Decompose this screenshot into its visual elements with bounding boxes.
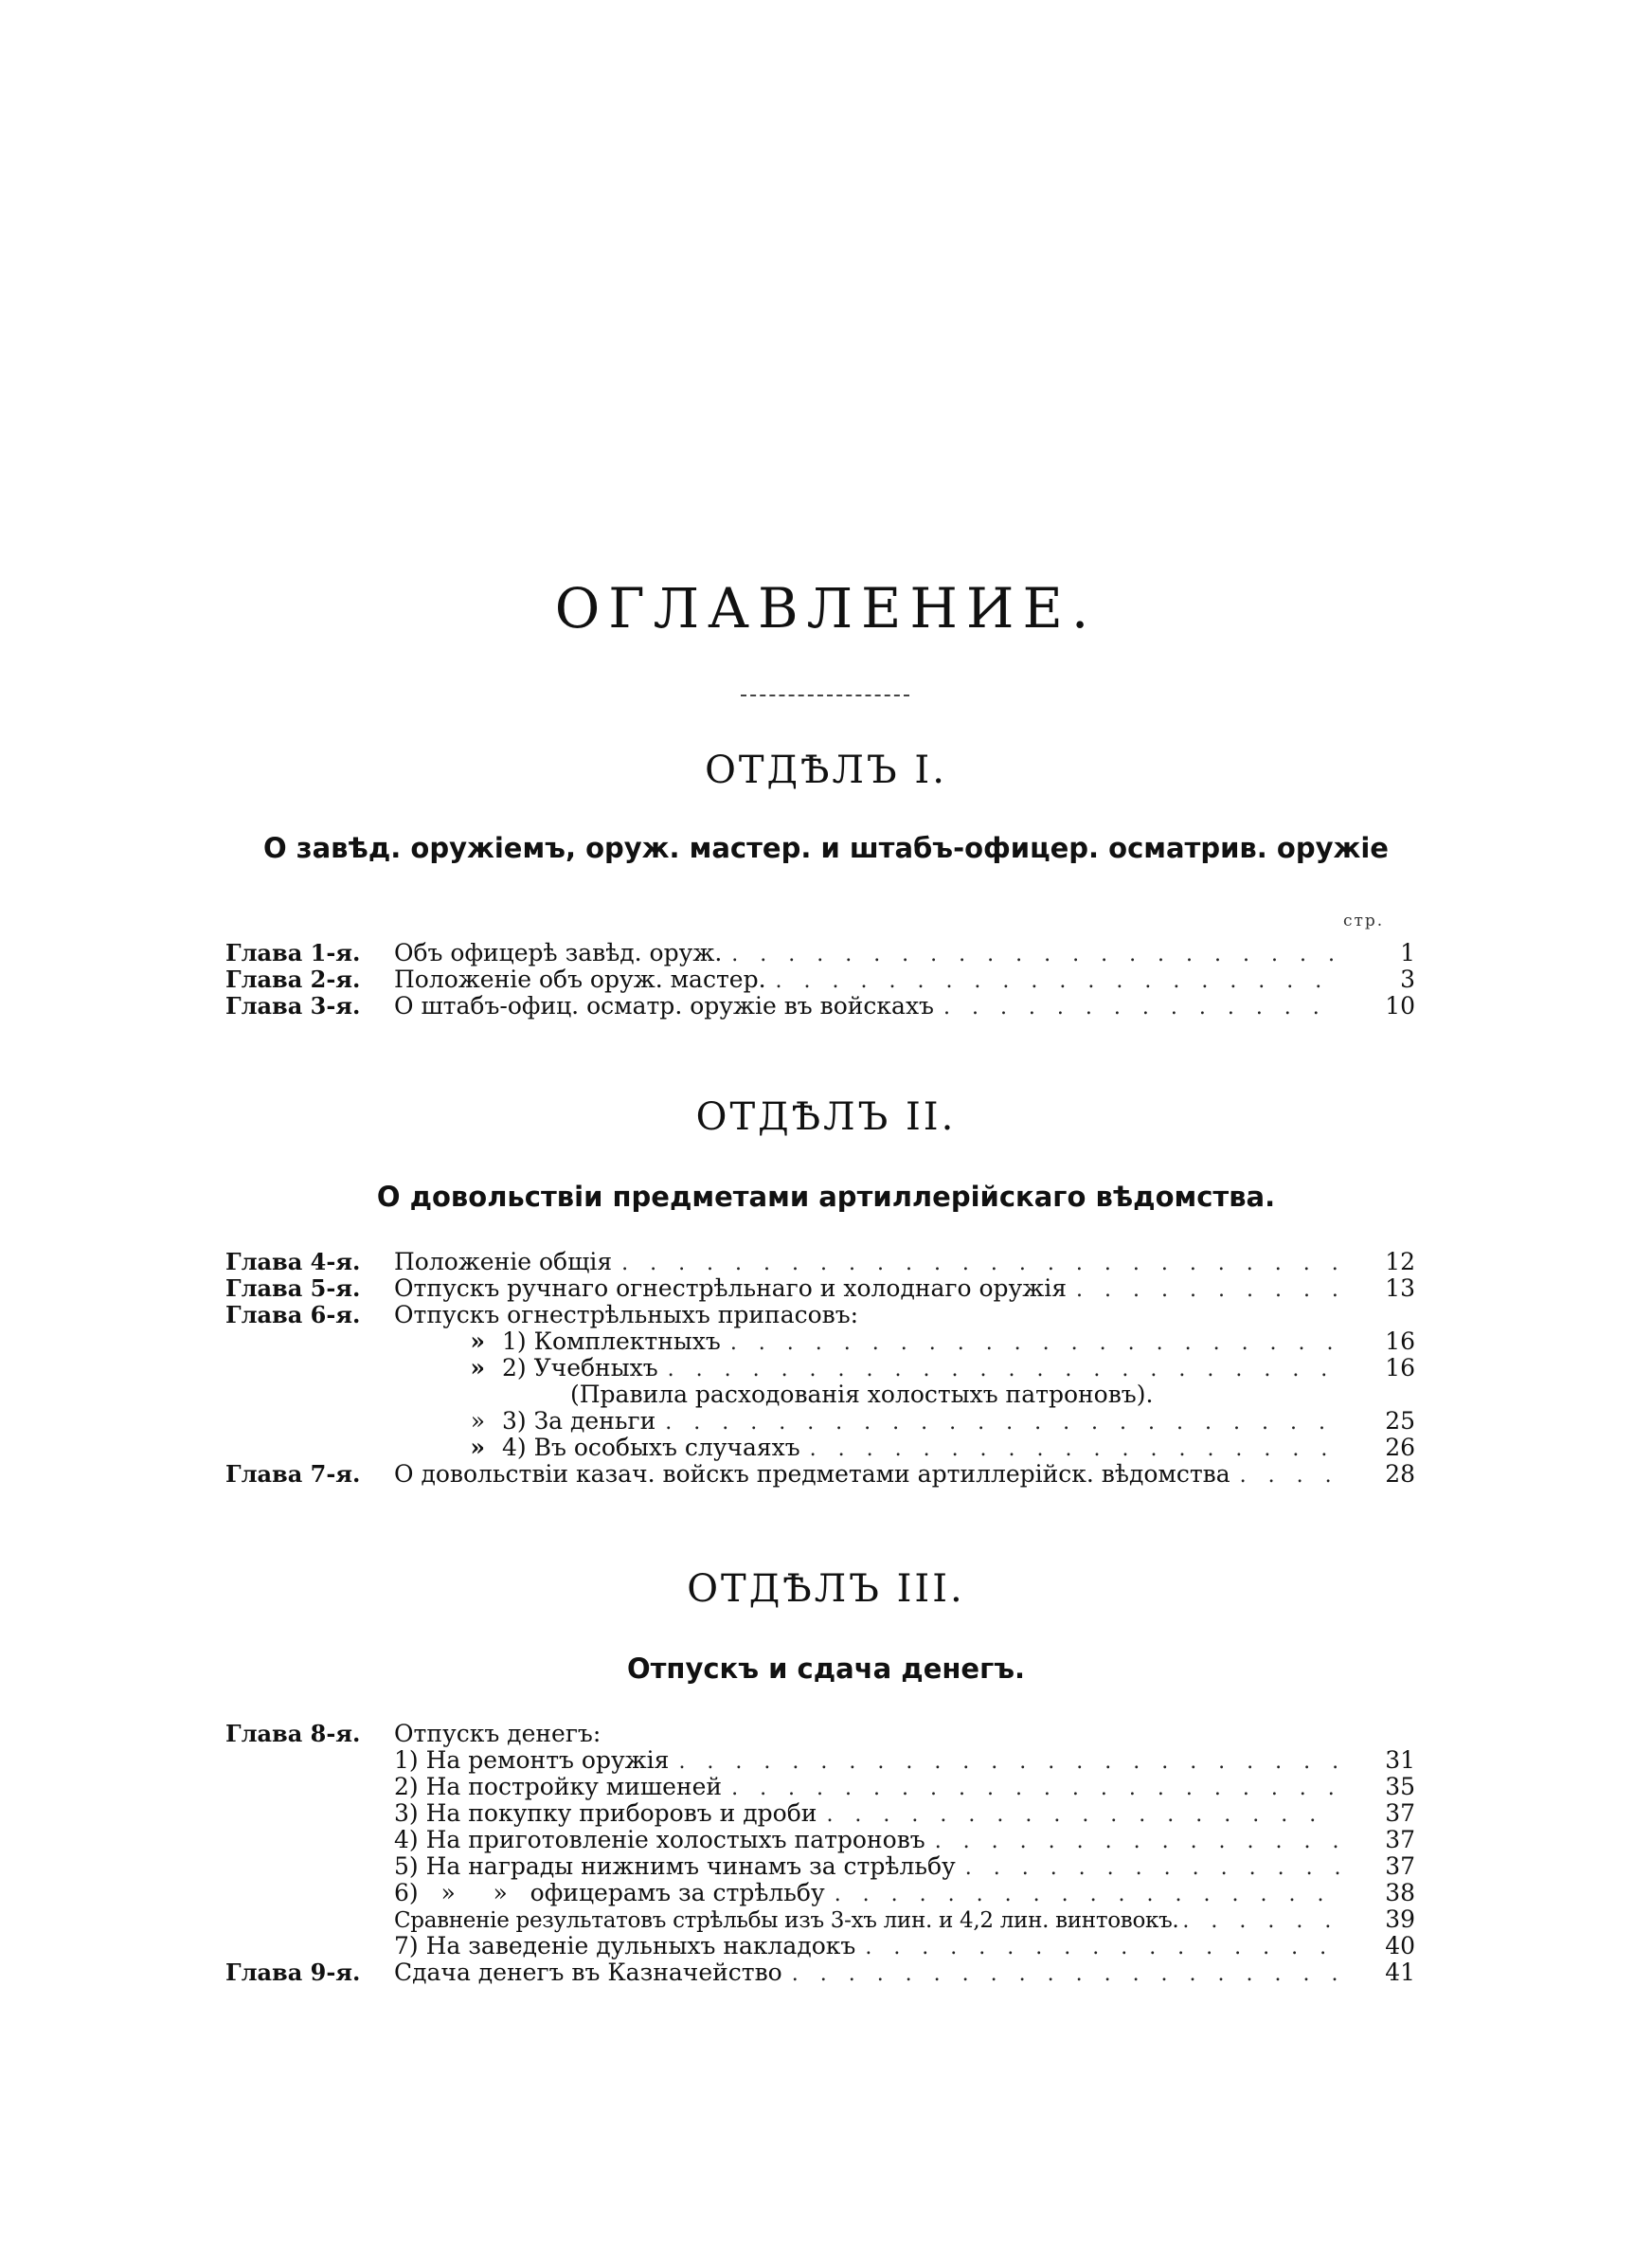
dot-leader <box>792 1961 1339 1988</box>
toc-row[interactable] <box>225 1906 1415 1933</box>
entry-title: 1) Комплектныхъ <box>502 1327 721 1355</box>
toc-row[interactable] <box>225 1800 1415 1827</box>
page-number: 12 <box>1385 1248 1415 1275</box>
dot-leader <box>730 1330 1339 1357</box>
toc-row[interactable] <box>225 1435 1415 1461</box>
entry-title: 4) На приготовленіе холостыхъ патроновъ <box>394 1826 925 1853</box>
chapter-label: Глава 6-я. <box>225 1301 361 1328</box>
section-subtitle-2: О довольствіи предметами артиллерійскаго вѣдомства. <box>376 1181 1276 1213</box>
page-number: 1 <box>1400 939 1415 966</box>
page-number: 37 <box>1385 1852 1415 1880</box>
page-number: 37 <box>1385 1799 1415 1827</box>
chapter-label: Глава 1-я. <box>225 939 361 966</box>
entry-title: 2) Учебныхъ <box>502 1354 658 1381</box>
toc-row[interactable] <box>225 1408 1415 1435</box>
entry-title: Отпускъ огнестрѣльныхъ припасовъ: <box>394 1301 859 1328</box>
entry-title: 6) » » офицерамъ за стрѣльбу <box>394 1879 825 1906</box>
toc-row <box>225 1381 1415 1408</box>
toc-row[interactable] <box>225 1853 1415 1880</box>
page-number: 16 <box>1385 1327 1415 1355</box>
toc-row[interactable] <box>225 1880 1415 1906</box>
page-number: 31 <box>1385 1746 1415 1774</box>
dot-leader <box>678 1749 1339 1776</box>
entry-title: Отпускъ ручнаго огнестрѣльнаго и холоднаго оружія <box>394 1274 1068 1302</box>
title-divider <box>741 695 909 696</box>
chapter-label: Глава 4-я. <box>225 1248 361 1275</box>
dot-leader <box>810 1436 1339 1463</box>
entry-title: Объ офицерѣ завѣд. оруж. <box>394 939 723 966</box>
dot-leader <box>776 968 1339 995</box>
section-subtitle-1: О завѣд. оружіемъ, оруж. мастер. и штабъ-офицер. осматрив. оружіе <box>263 832 1389 864</box>
entry-title: 7) На заведеніе дульныхъ накладокъ <box>394 1932 856 1959</box>
page-number: 26 <box>1385 1434 1415 1461</box>
page-number: 25 <box>1385 1407 1415 1435</box>
toc-row[interactable] <box>225 940 1415 966</box>
dot-leader <box>943 995 1339 1021</box>
toc-row[interactable] <box>225 1355 1415 1381</box>
dot-leader <box>1182 1908 1345 1935</box>
page-number: 37 <box>1385 1826 1415 1853</box>
dot-leader <box>935 1829 1339 1855</box>
toc-row[interactable] <box>225 1328 1415 1355</box>
chapter-label: Глава 2-я. <box>225 966 361 993</box>
page-number: 40 <box>1385 1932 1415 1959</box>
toc-row[interactable] <box>225 1721 1415 1747</box>
chapter-label: Глава 3-я. <box>225 992 361 1020</box>
toc-row[interactable] <box>225 1249 1415 1275</box>
dot-leader <box>835 1882 1339 1908</box>
toc-row[interactable] <box>225 1827 1415 1853</box>
toc-section-3 <box>225 1721 1415 1986</box>
page-number: 38 <box>1385 1879 1415 1906</box>
entry-title: 3) На покупку приборовъ и дроби <box>394 1799 817 1827</box>
toc-row[interactable] <box>225 1275 1415 1302</box>
entry-title: О довольствіи казач. войскъ предметами артиллерійск. вѣдомства <box>394 1460 1230 1488</box>
dot-leader <box>1240 1463 1339 1490</box>
ditto-mark: » <box>470 1434 485 1461</box>
toc-row[interactable] <box>225 1933 1415 1959</box>
ditto-mark: » <box>470 1354 485 1381</box>
entry-note: (Правила расходованія холостыхъ патроновъ). <box>570 1381 1154 1408</box>
page-title: ОГЛАВЛЕНИЕ. <box>554 576 1098 641</box>
toc-row[interactable] <box>225 966 1415 993</box>
dot-leader <box>665 1410 1339 1436</box>
entry-title: 3) За деньги <box>502 1407 656 1435</box>
dot-leader <box>826 1802 1339 1829</box>
page-number: 3 <box>1400 966 1415 993</box>
section-heading-2: ОТДѢЛЪ II. <box>695 1095 957 1139</box>
toc-row[interactable] <box>225 1959 1415 1986</box>
page-number: 13 <box>1385 1274 1415 1302</box>
dot-leader <box>731 942 1339 968</box>
entry-title: Положеніе общія <box>394 1248 613 1275</box>
page-number: 28 <box>1385 1460 1415 1488</box>
chapter-label: Глава 7-я. <box>225 1460 361 1488</box>
entry-title: 2) На постройку мишеней <box>394 1773 723 1800</box>
page-number: 10 <box>1385 992 1415 1020</box>
entry-title: 1) На ремонтъ оружія <box>394 1746 670 1774</box>
page-number: 39 <box>1385 1905 1415 1933</box>
page-number: 35 <box>1385 1773 1415 1800</box>
page-number: 16 <box>1385 1354 1415 1381</box>
section-heading-3: ОТДѢЛЪ III. <box>687 1567 965 1611</box>
chapter-label: Глава 9-я. <box>225 1959 361 1986</box>
toc-section-1 <box>225 940 1415 1020</box>
toc-row[interactable] <box>225 993 1415 1020</box>
entry-title: Сравненіе результатовъ стрѣльбы изъ 3-хъ лин. и 4,2 лин. винтовокъ. <box>394 1908 1179 1933</box>
chapter-label: Глава 8-я. <box>225 1720 361 1747</box>
section-heading-1: ОТДѢЛЪ I. <box>705 749 947 792</box>
entry-title: 4) Въ особыхъ случаяхъ <box>502 1434 800 1461</box>
page-column-label: стр. <box>1343 912 1385 930</box>
entry-title: 5) На награды нижнимъ чинамъ за стрѣльбу <box>394 1852 956 1880</box>
ditto-mark: » <box>470 1407 485 1435</box>
dot-leader <box>865 1935 1339 1961</box>
dot-leader <box>621 1251 1339 1277</box>
entry-title: Отпускъ денегъ: <box>394 1720 602 1747</box>
dot-leader <box>668 1357 1339 1383</box>
dot-leader <box>1076 1277 1339 1304</box>
entry-title: Положеніе объ оруж. мастер. <box>394 966 766 993</box>
chapter-label: Глава 5-я. <box>225 1274 361 1302</box>
toc-row[interactable] <box>225 1774 1415 1800</box>
toc-row[interactable] <box>225 1302 1415 1328</box>
toc-row[interactable] <box>225 1461 1415 1488</box>
toc-row[interactable] <box>225 1747 1415 1774</box>
dot-leader <box>965 1855 1339 1882</box>
ditto-mark: » <box>470 1327 485 1355</box>
dot-leader <box>731 1776 1339 1802</box>
section-subtitle-3: Отпускъ и сдача денегъ. <box>626 1652 1026 1685</box>
toc-section-2 <box>225 1249 1415 1488</box>
page-number: 41 <box>1385 1959 1415 1986</box>
entry-title: О штабъ-офиц. осматр. оружіе въ войскахъ <box>394 992 934 1020</box>
entry-title: Сдача денегъ въ Казначейство <box>394 1959 782 1986</box>
